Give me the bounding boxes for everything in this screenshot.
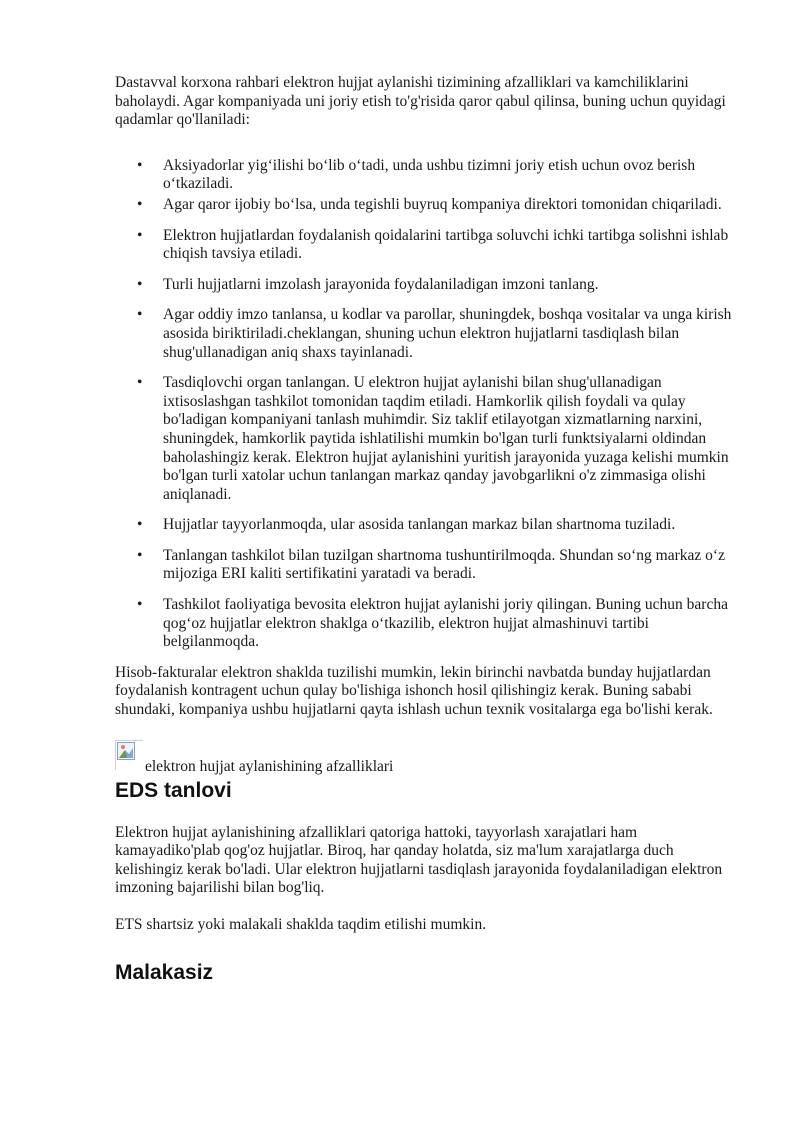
eds-paragraph: Elektron hujjat aylanishining afzalliklari qatoriga hattoki, tayyorlash xarajatlari ham kamayadiko'plab qog'oz hujjatlar. Biroq, har qanday holatda, siz ma'lum xarajatlarga duch kelishingiz kerak bo'ladi. Ular elektron hujjatlarni tasdiqlash jarayonida foydalaniladigan elektron imzoning bajarilishi bilan bog'liq. (115, 823, 723, 897)
list-item: • Tashkilot faoliyatiga bevosita elektron hujjat aylanishi joriy qilingan. Buning uchun barcha qog‘oz hujjatlar elektron shaklga o‘tkazilib, elektron hujjat almashinuvi tartibi belgilanmoqda. (115, 596, 745, 652)
list-item: • Agar qaror ijobiy bo‘lsa, unda tegishli buyruq kompaniya direktori tomonidan chiqariladi. (115, 196, 745, 215)
list-item: • Turli hujjatlarni imzolash jarayonida foydalaniladigan imzoni tanlang. (115, 276, 745, 295)
list-item: • Agar oddiy imzo tanlansa, u kodlar va parollar, shuningdek, boshqa vositalar va unga kirish asosida biriktiriladi.cheklangan, shuning uchun elektron hujjatlarni tasdiqlash bilan shug'ullanadigan aniq shaxs tayinlanadi. (115, 306, 745, 362)
list-item: • Hujjatlar tayyorlanmoqda, ular asosida tanlangan markaz bilan shartnoma tuziladi. (115, 516, 745, 535)
list-item: • Tanlangan tashkilot bilan tuzilgan shartnoma tushuntirilmoqda. Shundan so‘ng markaz o‘z mijoziga ERI kaliti sertifikatini yaratadi va beradi. (115, 547, 745, 584)
list-item: • Aksiyadorlar yig‘ilishi bo‘lib o‘tadi, unda ushbu tizimni joriy etish uchun ovoz berish o‘tkaziladi. (115, 157, 745, 194)
list-item: • Elektron hujjatlardan foydalanish qoidalarini tartibga soluvchi ichki tartibga solishni ishlab chiqish tavsiya etiladi. (115, 227, 745, 264)
ets-paragraph: ETS shartsiz yoki malakali shaklda taqdim etilishi mumkin. (115, 916, 487, 933)
image-caption: elektron hujjat aylanishining afzalliklari (145, 757, 394, 775)
heading-malakasiz: Malakasiz (115, 960, 214, 984)
heading-eds: EDS tanlovi (115, 778, 232, 802)
list-item: • Tasdiqlovchi organ tanlangan. U elektron hujjat aylanishi bilan shug'ullanadigan ixtisoslashgan tashkilot tomonidan taqdim etiladi. Hamkorlik qilish foydali va qulay bo'ladigan kompaniyani tanlash muhimdir. Siz taklif etilayotgan xizmatlarning narxini, shuningdek, hamkorlik paytida ishlatilishi mumkin bo'lgan turli funktsiyalarni oldindan baholashingiz kerak. Elektron hujjat aylanishini yuritish jarayonida yuzaga kelishi mumkin bo'lgan turli xatolar uchun tanlangan markaz qanday javobgarlikni o'z zimmasiga olishi aniqlanadi. (115, 374, 745, 504)
document-body (115, 74, 745, 986)
steps-list (115, 157, 745, 652)
broken-image-icon (115, 740, 143, 770)
image-figure (115, 740, 745, 776)
intro-paragraph: Dastavval korxona rahbari elektron hujjat aylanishi tizimining afzalliklari va kamchiliklarini baholaydi. Agar kompaniyada uni joriy etish to'g'risida qaror qabul qilinsa, buning uchun quyidagi qadamlar qo'llaniladi: (115, 74, 726, 129)
invoice-paragraph: Hisob-fakturalar elektron shaklda tuzilishi mumkin, lekin birinchi navbatda bunday hujjatlardan foydalanish kontragent uchun qulay bo'lishiga ishonch hosil qilishingiz kerak. Buning sababi shundaki, kompaniya ushbu hujjatlarni qayta ishlash uchun texnik vositalarga ega bo'lishi kerak. (115, 663, 713, 719)
